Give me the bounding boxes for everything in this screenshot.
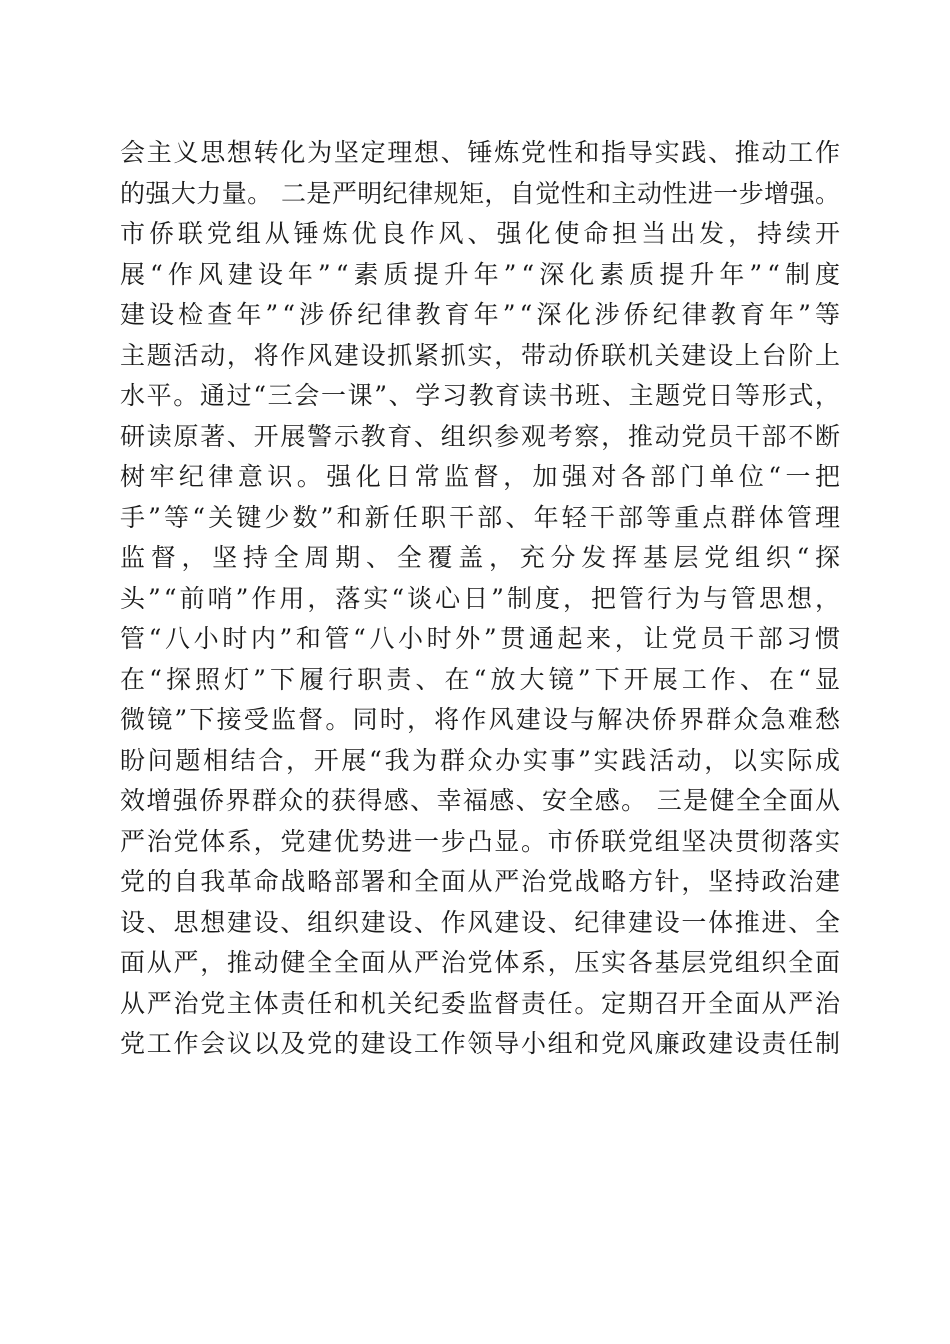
text-line-23: 党工作会议以及党的建设工作领导小组和党风廉政建设责任制 bbox=[120, 1029, 842, 1058]
body-text bbox=[120, 133, 846, 1065]
text-line-16: 盼问题相结合，开展“我为群众办实事”实践活动，以实际成 bbox=[120, 745, 843, 775]
text-line-11: 监督，坚持全周期、全覆盖，充分发挥基层党组织“探 bbox=[120, 543, 846, 572]
text-line-5: 建设检查年”“涉侨纪律教育年”“深化涉侨纪律教育年”等 bbox=[120, 300, 845, 329]
text-line-3: 市侨联党组从锤炼优良作风、强化使命担当出发，持续开 bbox=[120, 219, 844, 248]
text-line-17: 效增强侨界群众的获得感、幸福感、安全感。 三是健全全面从 bbox=[120, 786, 842, 815]
text-line-15: 微镜”下接受监督。同时，将作风建设与解决侨界群众急难愁 bbox=[120, 705, 843, 734]
text-line-6: 主题活动，将作风建设抓紧抓实，带动侨联机关建设上台阶上 bbox=[120, 340, 842, 370]
text-line-14: 在“探照灯”下履行职责、在“放大镜”下开展工作、在“显 bbox=[120, 664, 845, 694]
text-line-18: 严治党体系，党建优势进一步凸显。市侨联党组坚决贯彻落实 bbox=[120, 826, 842, 856]
text-line-7: 水平。通过“三会一课”、学习教育读书班、主题党日等形式， bbox=[120, 381, 842, 410]
text-line-10: 手”等“关键少数”和新任职干部、年轻干部等重点群体管理 bbox=[120, 502, 844, 532]
text-line-4: 展“作风建设年”“素质提升年”“深化素质提升年”“制度 bbox=[120, 259, 846, 289]
text-line-21: 面从严，推动健全全面从严治党体系，压实各基层党组织全面 bbox=[120, 948, 842, 977]
text-line-1: 会主义思想转化为坚定理想、锤炼党性和指导实践、推动工作 bbox=[120, 138, 842, 167]
text-line-12: 头”“前哨”作用，落实“谈心日”制度，把管行为与管思想， bbox=[120, 583, 844, 613]
text-line-2: 的强大力量。 二是严明纪律规矩，自觉性和主动性进一步增强。 bbox=[120, 178, 841, 208]
text-line-22: 从严治党主体责任和机关纪委监督责任。定期召开全面从严治 bbox=[120, 988, 842, 1018]
text-line-19: 党的自我革命战略部署和全面从严治党战略方针，坚持政治建 bbox=[120, 867, 842, 896]
text-line-13: 管“八小时内”和管“八小时外”贯通起来，让党员干部习惯 bbox=[120, 624, 844, 653]
text-line-20: 设、思想建设、组织建设、作风建设、纪律建设一体推进、全 bbox=[120, 907, 842, 937]
text-line-9: 树牢纪律意识。强化日常监督，加强对各部门单位“一把 bbox=[120, 462, 845, 491]
text-line-8: 研读原著、开展警示教育、组织参观考察，推动党员干部不断 bbox=[120, 421, 842, 451]
